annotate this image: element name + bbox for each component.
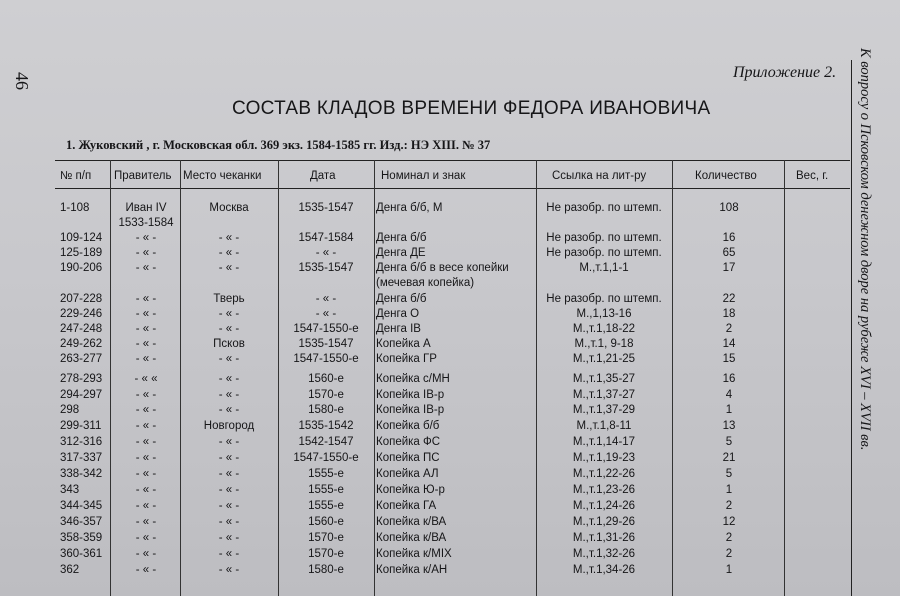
cell-denomination: Денга б/б, М bbox=[376, 202, 443, 214]
cell-quantity: 15 bbox=[722, 353, 736, 365]
cell-date: 1535-1547 bbox=[298, 338, 354, 350]
header-denomination: Номинал и знак bbox=[381, 170, 466, 182]
cell-quantity: 17 bbox=[722, 262, 736, 274]
cell-ruler: - « - bbox=[135, 308, 157, 320]
cell-quantity: 4 bbox=[725, 389, 733, 401]
table-row bbox=[0, 404, 860, 419]
cell-ruler: - « - bbox=[135, 436, 157, 448]
table-row bbox=[0, 468, 860, 483]
cell-date: 1555-е bbox=[308, 500, 344, 512]
cell-date: 1570-е bbox=[308, 532, 344, 544]
cell-mint: - « - bbox=[218, 262, 240, 274]
table-row bbox=[0, 420, 860, 435]
cell-ruler: - « - bbox=[135, 232, 157, 244]
cell-mint: - « - bbox=[218, 323, 240, 335]
page-number: 46 bbox=[12, 72, 32, 90]
cell-mint: - « - bbox=[218, 247, 240, 259]
cell-reference: Не разобр. по штемп. bbox=[546, 202, 662, 214]
cell-reference: М.,т.1,8-11 bbox=[576, 420, 632, 432]
cell-reference: М.,т.1,21-25 bbox=[572, 353, 636, 365]
cell-num: 360-361 bbox=[60, 548, 103, 560]
table-row-continuation bbox=[0, 217, 860, 232]
cell-date: 1535-1547 bbox=[298, 262, 354, 274]
cell-reference: М.,т.1,23-26 bbox=[572, 484, 636, 496]
table-row bbox=[0, 338, 860, 353]
table-header-rule bbox=[55, 188, 850, 189]
cell-ruler: - « - bbox=[135, 247, 157, 259]
cell-mint: - « - bbox=[218, 468, 240, 480]
cell-quantity: 21 bbox=[722, 452, 736, 464]
hoard-subtitle: 1. Жуковский , г. Московская обл. 369 экз. 1584-1585 гг. Изд.: НЭ XIII. № 37 bbox=[66, 138, 491, 152]
cell-denomination: Денга IВ bbox=[376, 323, 421, 335]
cell-date: 1547-1550-е bbox=[293, 452, 359, 464]
cell-num: 229-246 bbox=[60, 308, 103, 320]
cell-num: 125-189 bbox=[60, 247, 103, 259]
cell-mint: Псков bbox=[213, 338, 245, 350]
cell-quantity: 18 bbox=[722, 308, 736, 320]
table-top-rule bbox=[55, 160, 850, 161]
cell-date: 1555-е bbox=[308, 468, 344, 480]
appendix-label: Приложение 2. bbox=[733, 64, 837, 81]
cell-reference: М.,т.1,22-26 bbox=[572, 468, 636, 480]
cell-denomination: Копейка IВ-р bbox=[376, 404, 445, 416]
cell-ruler: - « - bbox=[135, 468, 157, 480]
table-row bbox=[0, 484, 860, 499]
table-row bbox=[0, 353, 860, 368]
cell-denomination: Денга б/б bbox=[376, 293, 427, 305]
cell-denomination: Копейка ГА bbox=[376, 500, 437, 512]
table-row-continuation bbox=[0, 277, 860, 292]
cell-date: 1555-е bbox=[308, 484, 344, 496]
cell-reference: М.,т.1,18-22 bbox=[572, 323, 636, 335]
cell-quantity: 108 bbox=[719, 202, 739, 214]
cell-num: 346-357 bbox=[60, 516, 103, 528]
cell-ruler: Иван IV bbox=[125, 202, 167, 214]
cell-quantity: 5 bbox=[725, 468, 733, 480]
cell-mint: - « - bbox=[218, 500, 240, 512]
cell-date: 1570-е bbox=[308, 389, 344, 401]
cell-quantity: 2 bbox=[725, 500, 733, 512]
cell-num: 247-248 bbox=[60, 323, 103, 335]
cell-date: 1547-1550-е bbox=[293, 323, 359, 335]
header-num: № п/п bbox=[60, 170, 92, 182]
cell-ruler: - « - bbox=[135, 548, 157, 560]
cell-quantity: 2 bbox=[725, 532, 733, 544]
table-row bbox=[0, 202, 860, 217]
table-row bbox=[0, 532, 860, 547]
cell-reference: М.,т.1,14-17 bbox=[572, 436, 636, 448]
cell-mint: - « - bbox=[218, 389, 240, 401]
cell-reference: М.,т.1,34-26 bbox=[572, 564, 636, 576]
cell-num: 207-228 bbox=[60, 293, 103, 305]
cell-ruler: - « - bbox=[135, 338, 157, 350]
cell-denomination: Копейка IВ-р bbox=[376, 389, 445, 401]
cell-num: 249-262 bbox=[60, 338, 103, 350]
cell-num: 312-316 bbox=[60, 436, 103, 448]
cell-date: 1542-1547 bbox=[298, 436, 354, 448]
cell-ruler: - « - bbox=[135, 323, 157, 335]
cell-reference: М.,т.1,19-23 bbox=[572, 452, 636, 464]
cell-mint: - « - bbox=[218, 548, 240, 560]
cell-quantity: 16 bbox=[722, 373, 736, 385]
cell-denomination: Денга б/б в весе копейки bbox=[376, 262, 509, 274]
cell-ruler: - « - bbox=[135, 404, 157, 416]
cell-num: 343 bbox=[60, 484, 80, 496]
cell-reference: М.,т.1, 9-18 bbox=[574, 338, 634, 350]
cell-ruler: - « - bbox=[135, 500, 157, 512]
cell-date: 1570-е bbox=[308, 548, 344, 560]
cell-reference: М.,т.1,37-29 bbox=[572, 404, 636, 416]
table-row bbox=[0, 247, 860, 262]
cell-reference: М.,1,13-16 bbox=[576, 308, 632, 320]
running-head: К вопросу о Псковском денежном дворе на рубеже XVI – XVII вв. bbox=[857, 48, 873, 451]
cell-num: 344-345 bbox=[60, 500, 103, 512]
cell-denomination: Денга О bbox=[376, 308, 420, 320]
cell-quantity: 65 bbox=[722, 247, 736, 259]
cell-denomination: Копейка к/МIХ bbox=[376, 548, 452, 560]
cell-ruler: - « - bbox=[135, 262, 157, 274]
table-row bbox=[0, 452, 860, 467]
cell-quantity: 1 bbox=[725, 564, 733, 576]
cell-reference: Не разобр. по штемп. bbox=[546, 247, 662, 259]
cell-num: 299-311 bbox=[60, 420, 102, 432]
cell-denomination: Копейка к/АН bbox=[376, 564, 448, 576]
cell-denomination: Копейка к/ВА bbox=[376, 532, 447, 544]
cell-date: 1535-1542 bbox=[298, 420, 354, 432]
cell-reference: М.,т.1,24-26 bbox=[572, 500, 636, 512]
cell-denomination: Копейка б/б bbox=[376, 420, 440, 432]
table-row bbox=[0, 389, 860, 404]
cell-mint: - « - bbox=[218, 232, 240, 244]
cell-quantity: 13 bbox=[722, 420, 736, 432]
cell-quantity: 22 bbox=[722, 293, 736, 305]
cell-denomination: Копейка Ю-р bbox=[376, 484, 445, 496]
cell-mint: Москва bbox=[209, 202, 249, 214]
cell-date: 1580-е bbox=[308, 404, 344, 416]
table-row bbox=[0, 373, 860, 388]
cell-date: - « - bbox=[315, 308, 337, 320]
cell-ruler: - « - bbox=[135, 452, 157, 464]
cell-quantity: 12 bbox=[722, 516, 736, 528]
cell-denomination-note: (мечевая копейка) bbox=[376, 277, 475, 289]
cell-mint: Новгород bbox=[203, 420, 255, 432]
cell-num: 263-277 bbox=[60, 353, 103, 365]
cell-quantity: 16 bbox=[722, 232, 736, 244]
cell-reference: Не разобр. по штемп. bbox=[546, 232, 662, 244]
cell-denomination: Копейка ПС bbox=[376, 452, 440, 464]
cell-num: 1-108 bbox=[60, 202, 90, 214]
cell-denomination: Копейка А bbox=[376, 338, 431, 350]
cell-quantity: 2 bbox=[725, 548, 733, 560]
table-row bbox=[0, 262, 860, 277]
cell-ruler: - « - bbox=[135, 389, 157, 401]
cell-num: 362 bbox=[60, 564, 80, 576]
header-weight: Вес, г. bbox=[796, 170, 829, 182]
cell-reference: М.,т.1,31-26 bbox=[572, 532, 636, 544]
cell-date: 1547-1584 bbox=[298, 232, 354, 244]
cell-mint: - « - bbox=[218, 404, 240, 416]
cell-reference: Не разобр. по штемп. bbox=[546, 293, 662, 305]
header-ruler: Правитель bbox=[114, 170, 172, 182]
cell-ruler: - « - bbox=[135, 516, 157, 528]
cell-reference: М.,т.1,37-27 bbox=[572, 389, 636, 401]
table-row bbox=[0, 308, 860, 323]
cell-reference: М.,т.1,32-26 bbox=[572, 548, 636, 560]
cell-num: 358-359 bbox=[60, 532, 103, 544]
cell-mint: Тверь bbox=[213, 293, 245, 305]
cell-denomination: Денга б/б bbox=[376, 232, 427, 244]
cell-num: 294-297 bbox=[60, 389, 103, 401]
page-title: СОСТАВ КЛАДОВ ВРЕМЕНИ ФЕДОРА ИВАНОВИЧА bbox=[232, 98, 711, 119]
cell-denomination: Денга ДЕ bbox=[376, 247, 426, 259]
cell-denomination: Копейка ФС bbox=[376, 436, 441, 448]
table-row bbox=[0, 436, 860, 451]
cell-ruler-years: 1533-1584 bbox=[118, 217, 174, 229]
cell-denomination: Копейка к/ВА bbox=[376, 516, 447, 528]
cell-denomination: Копейка с/МН bbox=[376, 373, 450, 385]
cell-ruler: - « - bbox=[135, 420, 157, 432]
cell-ruler: - « - bbox=[135, 293, 157, 305]
cell-reference: М.,т.1,1-1 bbox=[579, 262, 629, 274]
cell-date: - « - bbox=[315, 247, 337, 259]
cell-quantity: 5 bbox=[725, 436, 733, 448]
cell-num: 190-206 bbox=[60, 262, 103, 274]
cell-ruler: - « - bbox=[135, 564, 157, 576]
cell-mint: - « - bbox=[218, 373, 240, 385]
cell-date: 1580-е bbox=[308, 564, 344, 576]
cell-date: 1560-е bbox=[308, 373, 344, 385]
cell-num: 338-342 bbox=[60, 468, 103, 480]
cell-mint: - « - bbox=[218, 516, 240, 528]
table-row bbox=[0, 548, 860, 563]
cell-ruler: - « - bbox=[135, 532, 157, 544]
header-reference: Ссылка на лит-ру bbox=[552, 170, 647, 182]
cell-num: 278-293 bbox=[60, 373, 103, 385]
cell-mint: - « - bbox=[218, 532, 240, 544]
cell-date: 1535-1547 bbox=[298, 202, 354, 214]
cell-mint: - « - bbox=[218, 308, 240, 320]
cell-denomination: Копейка ГР bbox=[376, 353, 437, 365]
cell-date: 1547-1550-е bbox=[293, 353, 359, 365]
cell-num: 109-124 bbox=[60, 232, 103, 244]
cell-mint: - « - bbox=[218, 564, 240, 576]
cell-ruler: - « « bbox=[134, 373, 158, 385]
header-quantity: Количество bbox=[695, 170, 757, 182]
cell-quantity: 14 bbox=[722, 338, 736, 350]
table-row bbox=[0, 516, 860, 531]
cell-mint: - « - bbox=[218, 436, 240, 448]
cell-quantity: 1 bbox=[725, 484, 733, 496]
table-row bbox=[0, 232, 860, 247]
cell-reference: М.,т.1,35-27 bbox=[572, 373, 636, 385]
cell-mint: - « - bbox=[218, 353, 240, 365]
cell-reference: М.,т.1,29-26 bbox=[572, 516, 636, 528]
cell-quantity: 2 bbox=[725, 323, 733, 335]
cell-mint: - « - bbox=[218, 452, 240, 464]
cell-denomination: Копейка АЛ bbox=[376, 468, 439, 480]
cell-date: - « - bbox=[315, 293, 337, 305]
cell-mint: - « - bbox=[218, 484, 240, 496]
cell-num: 298 bbox=[60, 404, 80, 416]
table-row bbox=[0, 323, 860, 338]
cell-quantity: 1 bbox=[725, 404, 733, 416]
cell-ruler: - « - bbox=[135, 484, 157, 496]
header-mint: Место чеканки bbox=[183, 170, 262, 182]
cell-ruler: - « - bbox=[135, 353, 157, 365]
table-row bbox=[0, 500, 860, 515]
header-date: Дата bbox=[310, 170, 336, 182]
table-row bbox=[0, 564, 860, 579]
table-row bbox=[0, 293, 860, 308]
cell-num: 317-337 bbox=[60, 452, 103, 464]
cell-date: 1560-е bbox=[308, 516, 344, 528]
